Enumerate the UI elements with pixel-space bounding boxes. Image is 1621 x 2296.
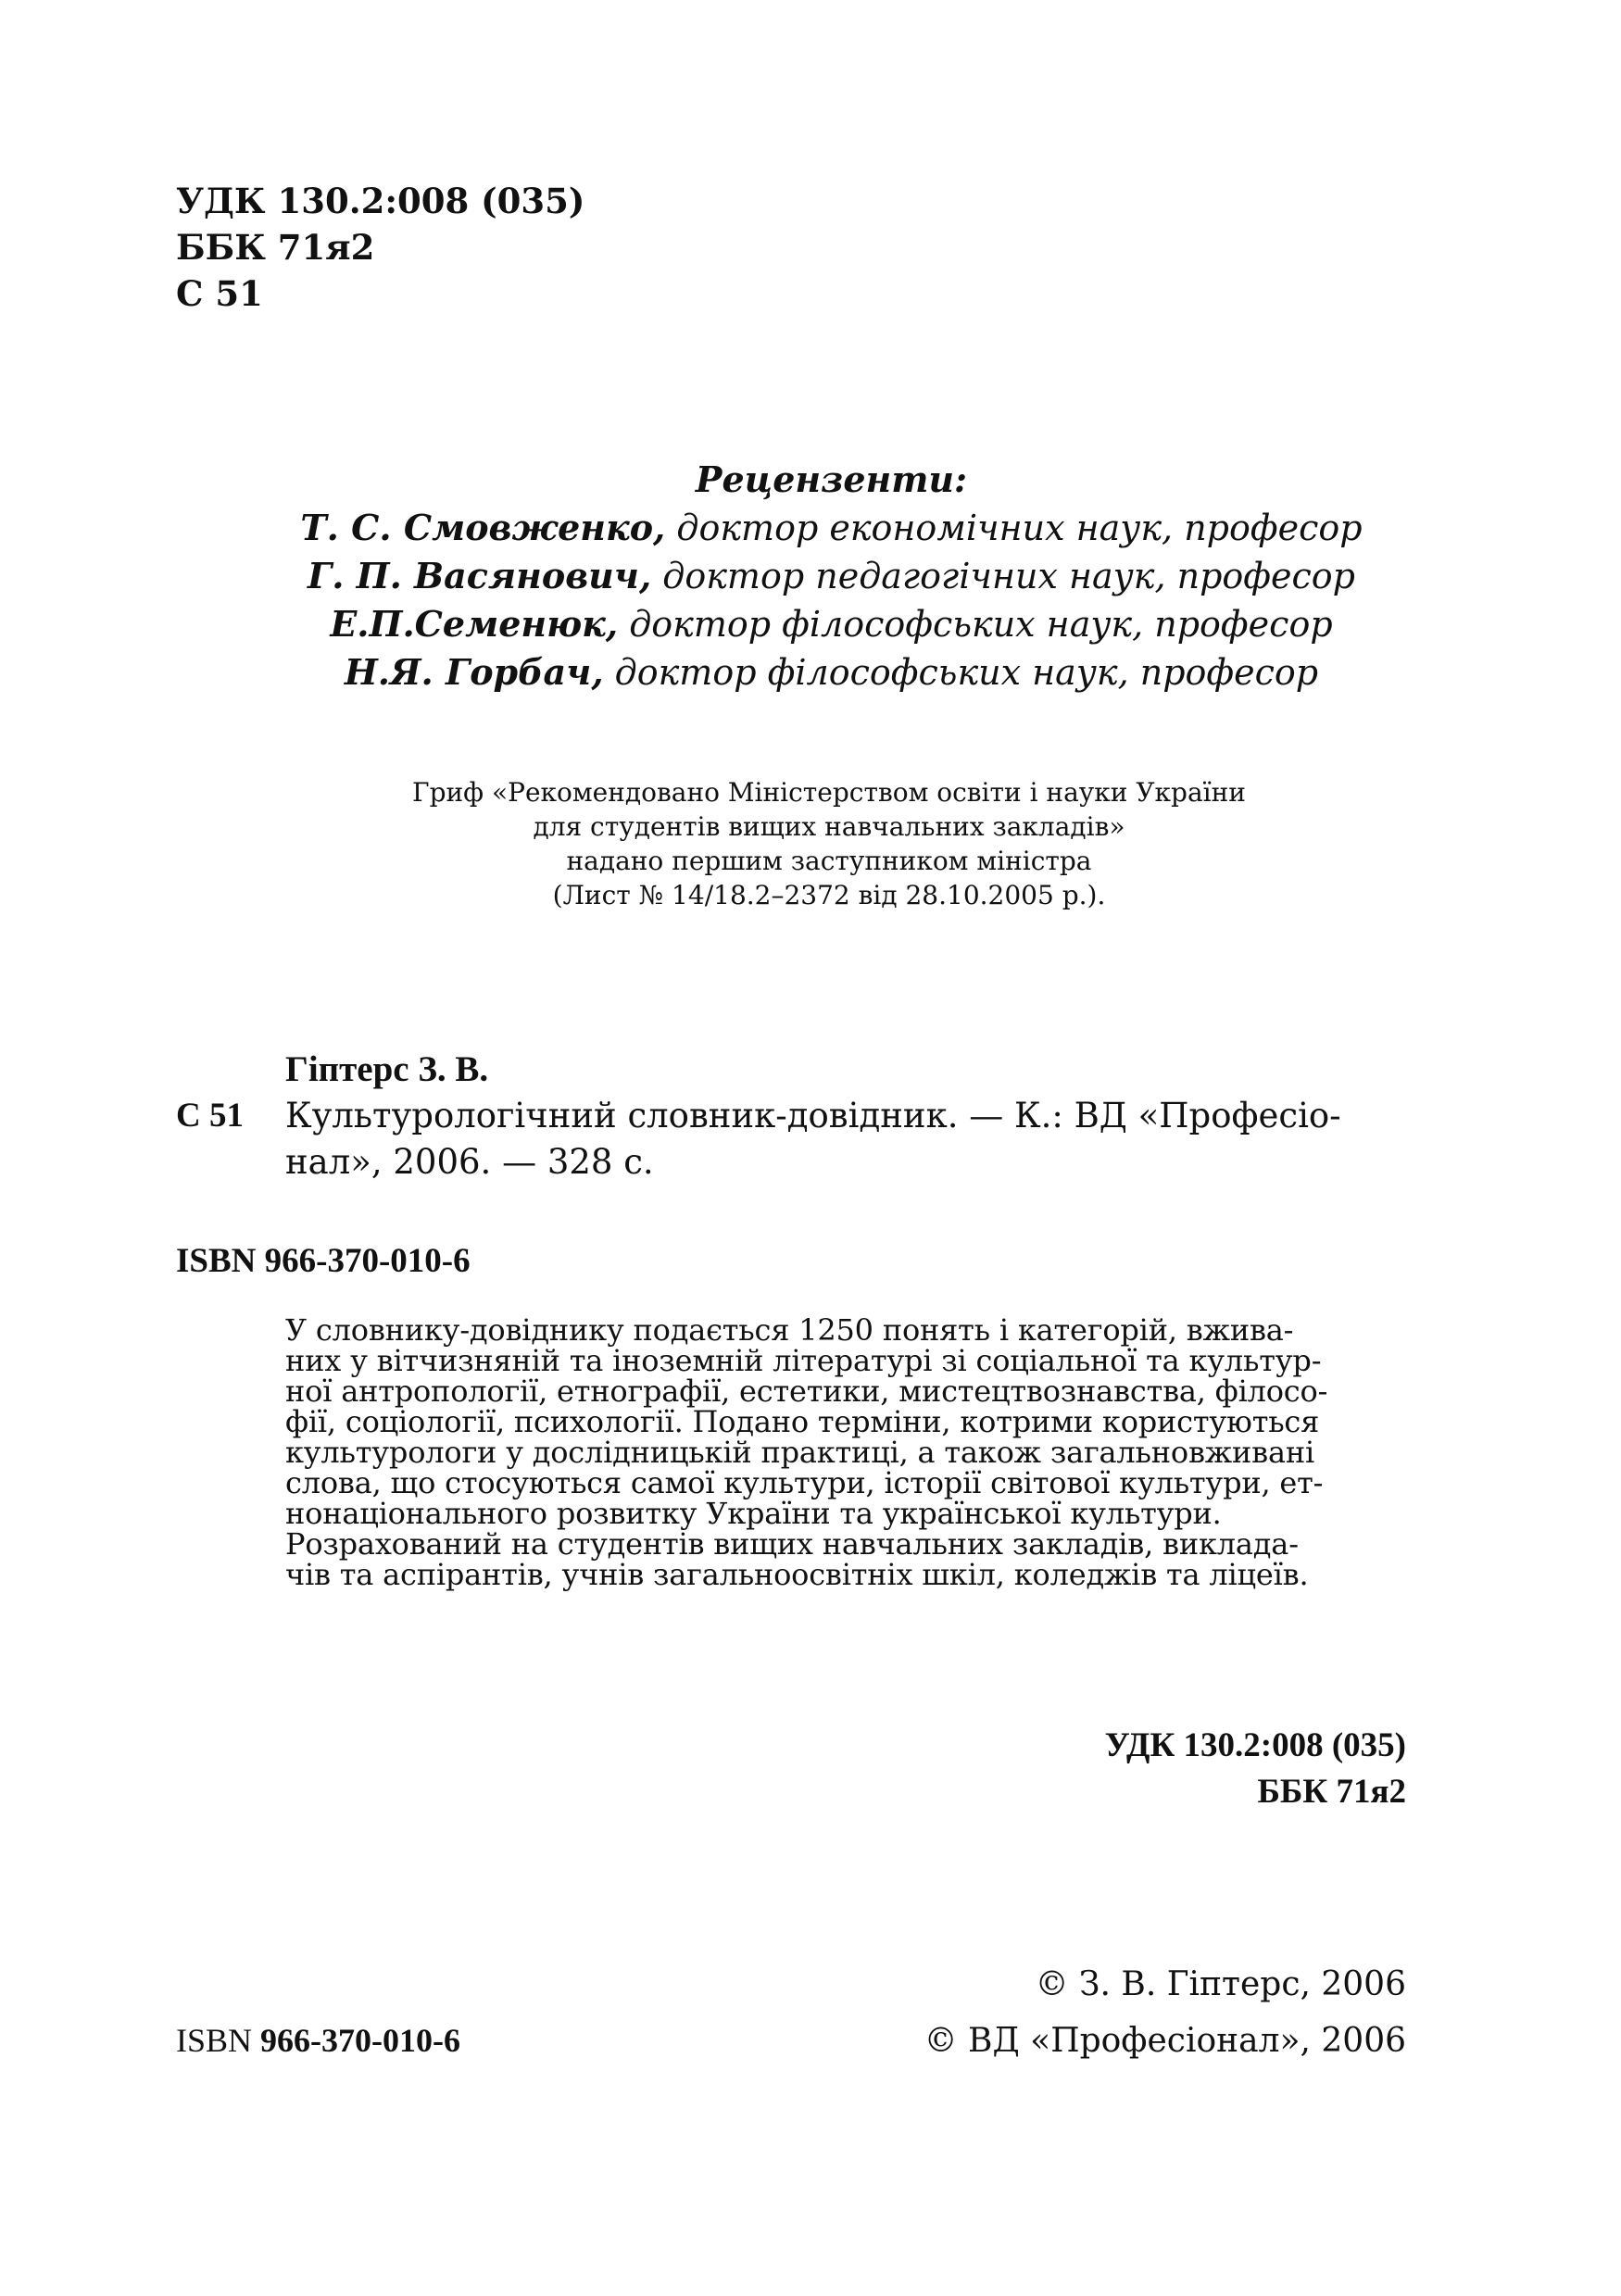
udk-code: УДК 130.2:008 (035): [176, 181, 585, 221]
classification-codes-bottom: [1105, 1723, 1406, 1815]
grif-line: надано першим заступником міністра: [566, 846, 1092, 876]
reviewers-title: Рецензенти:: [695, 458, 968, 500]
grif-line: Гриф «Рекомендовано Міністерством освіти і науки України: [412, 777, 1246, 808]
annotation-line: У словнику-довіднику подається 1250 понять і категорій, вжива-: [285, 1312, 1294, 1348]
reviewer-degree: доктор філософських наук, професор: [618, 604, 1333, 645]
isbn-bottom: [176, 2013, 460, 2069]
udk-code: УДК 130.2:008 (035): [1104, 1726, 1406, 1764]
reviewer-name: Т. С. Смовженко,: [300, 507, 666, 548]
ministry-approval-stamp: [232, 775, 1426, 912]
reviewer-name: Н.Я. Горбач,: [344, 651, 604, 693]
annotation-line: фії, соціології, психології. Подано терміни, котрими користуються: [285, 1404, 1320, 1439]
bbk-code: ББК 71я2: [176, 227, 375, 268]
copyright-publisher: © ВД «Професіонал», 2006: [924, 2022, 1406, 2060]
bibliographic-entry: [176, 1047, 1408, 1186]
classification-codes-top: [176, 178, 584, 317]
author-sign-code: С 51: [176, 273, 263, 314]
annotation-paragraph: [285, 1312, 1417, 1592]
annotation-line: Розрахований на студентів вищих навчальних закладів, виклада-: [285, 1526, 1299, 1562]
grif-line: (Лист № 14/18.2–2372 від 28.10.2005 р.).: [552, 880, 1106, 910]
reviewer-degree: доктор економічних наук, професор: [665, 508, 1363, 548]
bibliographic-description-line: нал», 2006. — 328 с.: [285, 1142, 654, 1182]
bibliographic-row: [176, 1093, 1408, 1139]
annotation-line: культурологи у дослідницькій практиці, а також загальновживані: [285, 1435, 1315, 1470]
copyright-block: [924, 1956, 1406, 2069]
annotation-line: чів та аспірантів, учнів загальноосвітніх шкіл, коледжів та ліцеїв.: [285, 1557, 1309, 1592]
reviewer-line: [241, 648, 1422, 696]
annotation-line: них у вітчизняній та іноземній літературі зі соціальної та культур-: [285, 1343, 1322, 1378]
isbn-main: ISBN 966-370-010-6: [176, 1242, 471, 1280]
bbk-code: ББК 71я2: [1257, 1773, 1406, 1811]
copyright-author: © З. В. Гіптерс, 2006: [1035, 1965, 1406, 2003]
isbn-number: 966-370-010-6: [260, 2022, 460, 2059]
reviewer-line: [241, 504, 1422, 552]
reviewers-block: [241, 456, 1422, 696]
grif-line: для студентів вищих навчальних закладів»: [533, 811, 1125, 842]
bibliographic-code: С 51: [176, 1097, 244, 1135]
annotation-line: ної антропології, етнографії, естетики, мистецтвознавства, філосо-: [285, 1374, 1328, 1409]
reviewer-degree: доктор філософських наук, професор: [603, 652, 1319, 693]
reviewer-line: [241, 552, 1422, 600]
reviewer-name: Е.П.Семенюк,: [330, 603, 619, 645]
reviewer-degree: доктор педагогічних наук, професор: [651, 556, 1356, 596]
isbn-prefix: ISBN: [176, 2022, 261, 2059]
bibliographic-description-line: Культурологічний словник-довідник. — К.: ВД «Професіо-: [285, 1096, 1341, 1135]
reviewer-name: Г. П. Васянович,: [307, 555, 652, 596]
book-author: Гіптерс З. В.: [285, 1049, 489, 1089]
annotation-line: слова, що стосуються самої культури, історії світової культури, ет-: [285, 1465, 1324, 1500]
reviewer-line: [241, 600, 1422, 648]
annotation-line: нонаціонального розвитку України та української культури.: [285, 1496, 1222, 1531]
